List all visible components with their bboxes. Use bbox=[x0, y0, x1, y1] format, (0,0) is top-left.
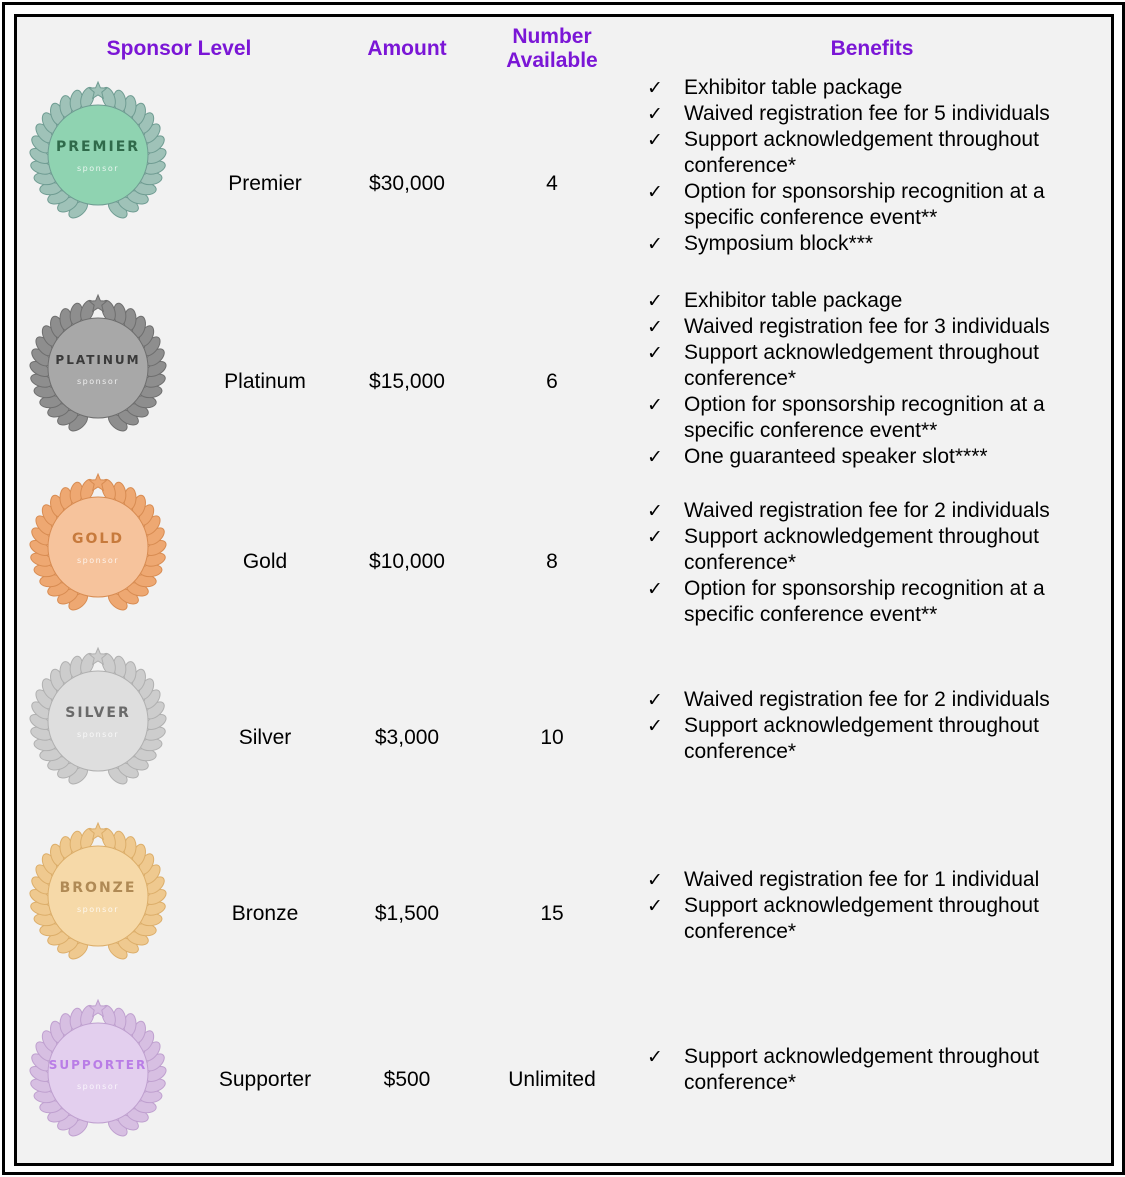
header-number-available bbox=[487, 25, 617, 73]
benefit-item bbox=[644, 75, 1104, 101]
amount: $1,500 bbox=[374, 902, 440, 925]
benefits-list bbox=[644, 498, 1104, 628]
benefit-item bbox=[644, 179, 1104, 231]
badge-platinum-icon bbox=[23, 290, 173, 440]
header-number-line1: Number bbox=[512, 25, 592, 48]
badge-title: SILVER bbox=[65, 705, 131, 721]
benefit-text: Support acknowledgement throughout conference* bbox=[684, 525, 1039, 574]
badge-subtitle: sponsor bbox=[76, 377, 120, 386]
benefit-item bbox=[644, 713, 1104, 765]
benefit-text: Support acknowledgement throughout conference* bbox=[684, 341, 1039, 390]
badge-subtitle: sponsor bbox=[76, 556, 120, 565]
checkmark-icon: ✓ bbox=[647, 869, 663, 891]
badge bbox=[23, 995, 173, 1145]
sponsor-level: Gold bbox=[242, 550, 288, 573]
benefits-list bbox=[644, 1044, 1104, 1096]
badge-disc bbox=[48, 497, 148, 597]
checkmark-icon: ✓ bbox=[647, 342, 663, 364]
badge-title: SUPPORTER bbox=[48, 1058, 148, 1072]
badge-title: BRONZE bbox=[59, 880, 137, 896]
benefit-text: Support acknowledgement throughout conference* bbox=[684, 128, 1039, 177]
checkmark-icon: ✓ bbox=[647, 77, 663, 99]
benefit-item bbox=[644, 893, 1104, 945]
checkmark-icon: ✓ bbox=[647, 233, 663, 255]
benefit-text: Option for sponsorship recognition at a specific conference event** bbox=[684, 393, 1045, 442]
benefits-list bbox=[644, 288, 1104, 470]
badge bbox=[23, 77, 173, 227]
benefit-item bbox=[644, 101, 1104, 127]
badge-title: PLATINUM bbox=[55, 353, 141, 367]
number-available: Unlimited bbox=[508, 1068, 596, 1091]
benefit-item bbox=[644, 498, 1104, 524]
benefit-item bbox=[644, 288, 1104, 314]
amount: $15,000 bbox=[369, 370, 445, 393]
benefit-item bbox=[644, 576, 1104, 628]
benefit-text: Waived registration fee for 2 individuals bbox=[684, 688, 1050, 711]
benefit-item bbox=[644, 867, 1104, 893]
benefits-list bbox=[644, 687, 1104, 765]
benefit-text: Option for sponsorship recognition at a specific conference event** bbox=[684, 577, 1045, 626]
benefit-text: Support acknowledgement throughout conference* bbox=[684, 714, 1039, 763]
number-available: 15 bbox=[540, 902, 564, 925]
benefit-item bbox=[644, 231, 1104, 257]
checkmark-icon: ✓ bbox=[647, 500, 663, 522]
badge-title: PREMIER bbox=[55, 139, 141, 155]
benefit-text: One guaranteed speaker slot**** bbox=[684, 445, 988, 468]
badge-gold-icon bbox=[23, 469, 173, 619]
badge-subtitle: sponsor bbox=[76, 164, 120, 173]
benefit-text: Waived registration fee for 5 individuals bbox=[684, 102, 1050, 125]
amount: $30,000 bbox=[369, 172, 445, 195]
checkmark-icon: ✓ bbox=[647, 181, 663, 203]
sponsor-level: Platinum bbox=[224, 370, 306, 393]
badge bbox=[23, 818, 173, 968]
checkmark-icon: ✓ bbox=[647, 715, 663, 737]
benefit-item bbox=[644, 340, 1104, 392]
header-amount: Amount bbox=[367, 37, 447, 60]
badge-subtitle: sponsor bbox=[76, 905, 120, 914]
checkmark-icon: ✓ bbox=[647, 446, 663, 468]
outer-frame bbox=[2, 2, 1125, 1175]
badge-disc bbox=[48, 1023, 148, 1123]
benefit-item bbox=[644, 127, 1104, 179]
benefit-item bbox=[644, 444, 1104, 470]
checkmark-icon: ✓ bbox=[647, 316, 663, 338]
badge-disc bbox=[48, 318, 148, 418]
badge-subtitle: sponsor bbox=[76, 730, 120, 739]
badge bbox=[23, 290, 173, 440]
benefit-item bbox=[644, 314, 1104, 340]
benefits-list bbox=[644, 75, 1104, 257]
sponsor-level: Silver bbox=[238, 726, 292, 749]
benefit-text: Option for sponsorship recognition at a specific conference event** bbox=[684, 180, 1045, 229]
badge-silver-icon bbox=[23, 643, 173, 793]
amount: $10,000 bbox=[369, 550, 445, 573]
checkmark-icon: ✓ bbox=[647, 689, 663, 711]
number-available: 6 bbox=[546, 370, 558, 393]
sponsor-level: Bronze bbox=[231, 902, 299, 925]
badge bbox=[23, 643, 173, 793]
benefit-text: Waived registration fee for 3 individuals bbox=[684, 315, 1050, 338]
benefit-item bbox=[644, 524, 1104, 576]
badge-supporter-icon bbox=[23, 995, 173, 1145]
badge-title: GOLD bbox=[72, 531, 124, 547]
checkmark-icon: ✓ bbox=[647, 1046, 663, 1068]
badge-disc bbox=[48, 846, 148, 946]
sponsor-table bbox=[14, 14, 1114, 1166]
badge bbox=[23, 469, 173, 619]
checkmark-icon: ✓ bbox=[647, 129, 663, 151]
checkmark-icon: ✓ bbox=[647, 103, 663, 125]
number-available: 8 bbox=[546, 550, 558, 573]
badge-bronze-icon bbox=[23, 818, 173, 968]
benefit-text: Exhibitor table package bbox=[684, 76, 903, 99]
sponsor-level: Supporter bbox=[218, 1068, 312, 1091]
checkmark-icon: ✓ bbox=[647, 895, 663, 917]
amount: $500 bbox=[383, 1068, 431, 1091]
benefit-item bbox=[644, 392, 1104, 444]
benefit-text: Waived registration fee for 2 individuals bbox=[684, 499, 1050, 522]
badge-premier-icon bbox=[23, 77, 173, 227]
checkmark-icon: ✓ bbox=[647, 526, 663, 548]
benefit-text: Symposium block*** bbox=[684, 232, 874, 255]
checkmark-icon: ✓ bbox=[647, 290, 663, 312]
benefit-text: Waived registration fee for 1 individual bbox=[684, 868, 1040, 891]
number-available: 10 bbox=[540, 726, 564, 749]
benefits-list bbox=[644, 867, 1104, 945]
badge-subtitle: sponsor bbox=[76, 1082, 120, 1091]
badge-disc bbox=[48, 105, 148, 205]
benefit-item bbox=[644, 1044, 1104, 1096]
badge-disc bbox=[48, 671, 148, 771]
number-available: 4 bbox=[546, 172, 558, 195]
benefit-text: Support acknowledgement throughout conference* bbox=[684, 894, 1039, 943]
header-benefits: Benefits bbox=[830, 37, 914, 60]
benefit-text: Support acknowledgement throughout conference* bbox=[684, 1045, 1039, 1094]
checkmark-icon: ✓ bbox=[647, 394, 663, 416]
sponsor-level: Premier bbox=[228, 172, 302, 195]
header-sponsor-level: Sponsor Level bbox=[106, 37, 252, 60]
checkmark-icon: ✓ bbox=[647, 578, 663, 600]
amount: $3,000 bbox=[374, 726, 440, 749]
benefit-item bbox=[644, 687, 1104, 713]
benefit-text: Exhibitor table package bbox=[684, 289, 903, 312]
header-number-line2: Available bbox=[506, 49, 598, 72]
